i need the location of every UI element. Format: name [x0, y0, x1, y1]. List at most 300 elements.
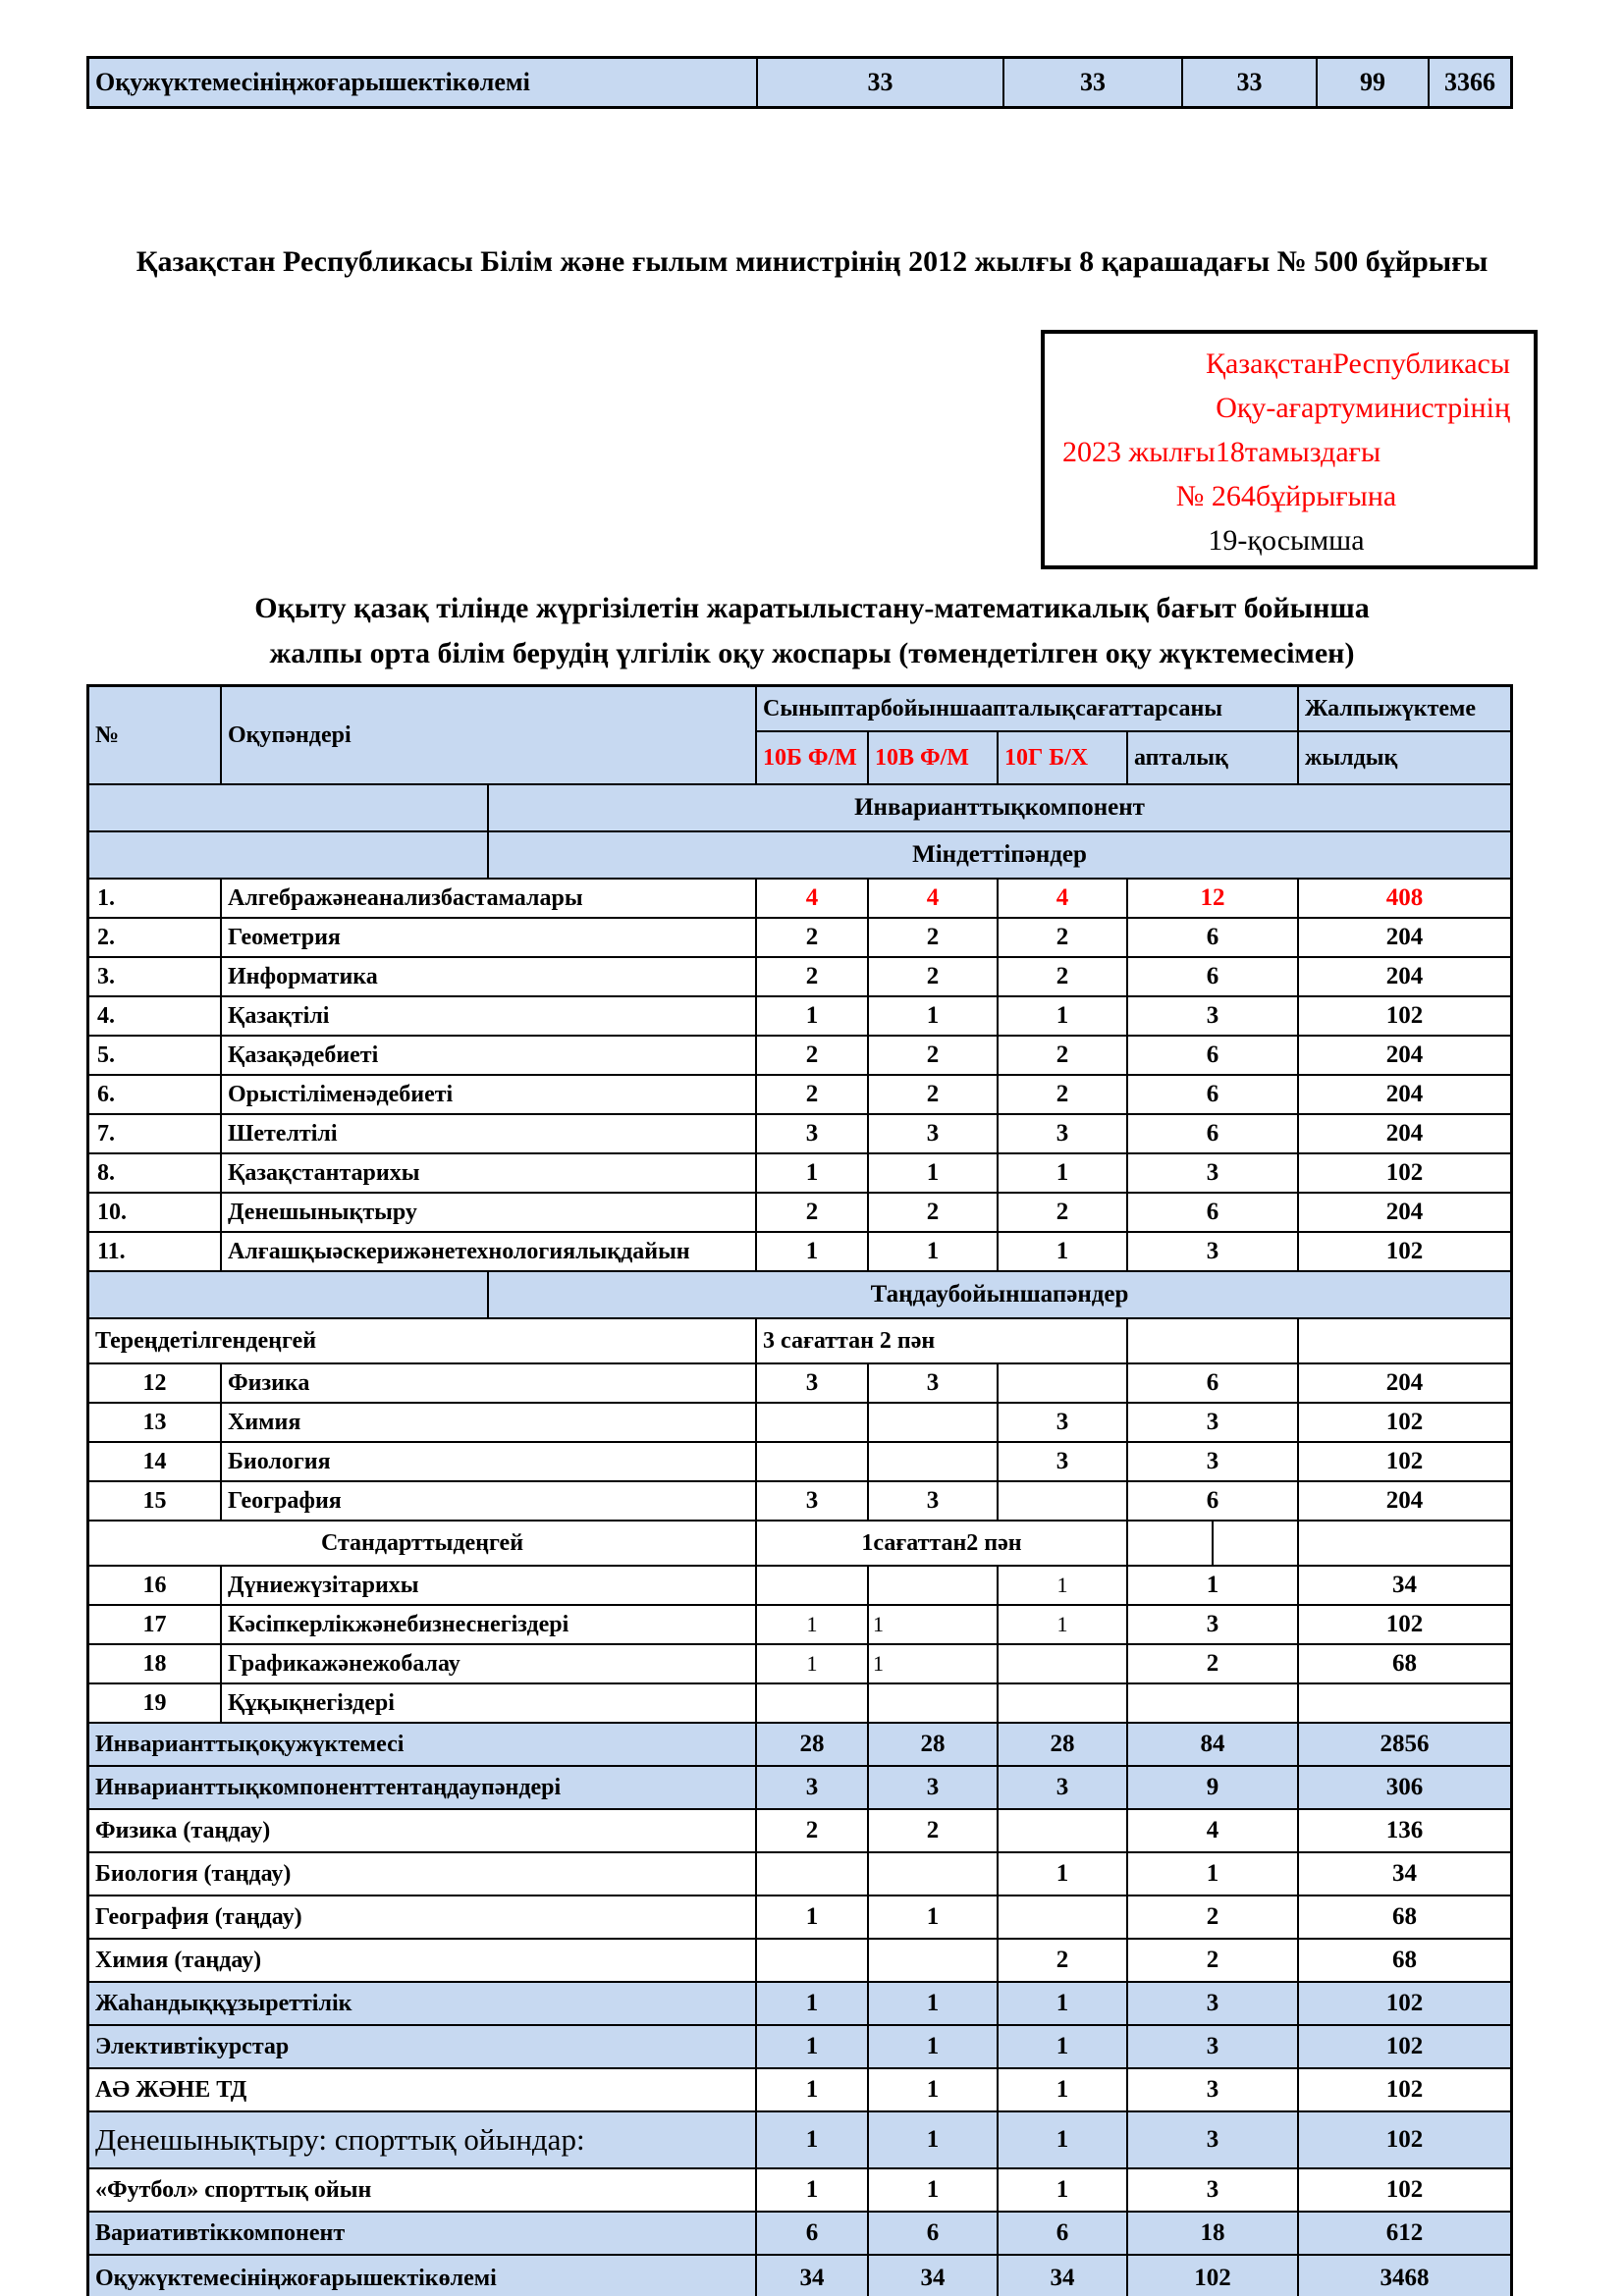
value-cell-text: 2: [805, 963, 819, 989]
value-cell-text: 2: [1056, 963, 1069, 989]
weekly-total-cell-text: 6: [1206, 1120, 1219, 1147]
value-cell-text: 4: [1056, 884, 1069, 911]
level-note-cell: [757, 1522, 1128, 1567]
summary-label-cell-text: Вариативтіккомпонент: [95, 2219, 346, 2246]
value-cell-text: 2: [805, 1199, 819, 1225]
row-number-cell: [89, 919, 222, 958]
yearly-total-cell: [1299, 1606, 1510, 1645]
value-cell: [869, 1233, 999, 1272]
row-number-cell: [89, 1364, 222, 1404]
subject-cell-text: Химия: [228, 1409, 301, 1435]
curriculum-table: [86, 684, 1513, 2296]
subject-cell-text: Алгебражәнеанализбастамалары: [228, 884, 583, 911]
summary-label-cell: [89, 1853, 757, 1896]
subject-cell: [222, 997, 757, 1037]
yearly-total-cell: [1299, 1896, 1510, 1940]
value-cell: [869, 1194, 999, 1233]
subject-row: [89, 1404, 1510, 1443]
value-cell: [999, 1567, 1128, 1606]
value-cell-text: 4: [805, 884, 819, 911]
subject-row: [89, 1443, 1510, 1482]
value-cell-text: 3: [805, 1487, 819, 1514]
value-cell-text: 3: [805, 1369, 819, 1396]
value-cell: [869, 2112, 999, 2169]
weekly-total-cell-text: 3: [1206, 1409, 1219, 1435]
subject-cell: [222, 919, 757, 958]
subject-cell: [222, 1194, 757, 1233]
subject-cell: [222, 1606, 757, 1645]
value-cell-text: 1: [1056, 1990, 1069, 2016]
summary-label-cell: [89, 1810, 757, 1853]
weekly-total-cell-text: 1: [1206, 1572, 1219, 1598]
value-cell-text: 1: [805, 1002, 819, 1029]
yearly-total-cell: [1299, 1319, 1510, 1364]
yearly-total-cell-text: 102: [1385, 1159, 1424, 1186]
yearly-total-cell-text: 34: [1392, 1860, 1417, 1887]
weekly-total-cell: [1128, 1684, 1299, 1724]
value-cell: [869, 1154, 999, 1194]
value-cell: [999, 880, 1128, 919]
yearly-total-cell-text: 3468: [1380, 2265, 1430, 2291]
value-cell-text: 1: [805, 2033, 819, 2059]
yearly-total-cell: [1299, 2169, 1510, 2213]
approval-box-line: 19-қосымша: [1208, 524, 1365, 557]
subject-cell: [222, 880, 757, 919]
weekly-total-cell: [1128, 1404, 1299, 1443]
summary-row: [89, 1896, 1510, 1940]
weekly-total-cell-text: 2: [1206, 1650, 1219, 1677]
value-cell-text: 1: [806, 1651, 818, 1676]
value-cell-text: 3: [926, 1774, 940, 1800]
weekly-total-cell: [1128, 1896, 1299, 1940]
approval-box-line: ҚазақстанРеспубликасы: [1205, 347, 1510, 380]
value-cell: [757, 2213, 869, 2256]
row-number-cell-text: 10.: [97, 1199, 127, 1225]
value-cell-text: 1: [873, 1651, 884, 1676]
subject-row: [89, 880, 1510, 919]
yearly-total-cell-text: 204: [1385, 1081, 1424, 1107]
value-cell-text: 1: [805, 2076, 819, 2103]
value-cell: [999, 2069, 1128, 2112]
summary-label-cell: [89, 2112, 757, 2169]
subject-row: [89, 1364, 1510, 1404]
subject-cell-text: Құқықнегіздері: [228, 1689, 395, 1716]
value-cell: [999, 1940, 1128, 1983]
value-cell-text: 3: [926, 1369, 940, 1396]
row-number-cell: [89, 1645, 222, 1684]
subject-cell-text: Қазақтілі: [228, 1002, 330, 1029]
value-cell-text: 6: [1056, 2219, 1069, 2246]
value-cell-text: 3: [805, 1120, 819, 1147]
value-cell: [999, 1853, 1128, 1896]
weekly-total-cell-text: 6: [1206, 1081, 1219, 1107]
top-table-value: 33: [1004, 59, 1183, 106]
summary-label-cell-text: Химия (таңдау): [95, 1947, 262, 1973]
level-header-row: [89, 1522, 1510, 1567]
value-cell-text: 1: [806, 1612, 818, 1636]
subject-cell: [222, 1233, 757, 1272]
yearly-total-cell-text: 68: [1392, 1903, 1417, 1930]
weekly-total-cell-text: 6: [1206, 1041, 1219, 1068]
value-cell: [999, 2169, 1128, 2213]
yearly-total-cell-text: 204: [1385, 1199, 1424, 1225]
value-cell: [757, 1567, 869, 1606]
value-cell-text: 2: [926, 1817, 940, 1843]
value-cell: [869, 2213, 999, 2256]
summary-row: [89, 1983, 1510, 2026]
value-cell: [757, 1684, 869, 1724]
value-cell: [757, 1154, 869, 1194]
value-cell-text: 1: [1056, 1159, 1069, 1186]
yearly-total-cell-text: 204: [1385, 1120, 1424, 1147]
row-number-cell-text: 12: [142, 1369, 167, 1396]
subject-row: [89, 1684, 1510, 1724]
section-label-text: Міндеттіпәндер: [912, 841, 1087, 868]
value-cell-text: 1: [873, 1612, 884, 1636]
yearly-total-cell: [1299, 958, 1510, 997]
row-number-cell-text: 5.: [97, 1041, 115, 1068]
value-cell: [869, 1115, 999, 1154]
header-hours-group: [757, 687, 1299, 785]
value-cell: [999, 997, 1128, 1037]
summary-label-cell-text: «Футбол» спорттық ойын: [95, 2176, 372, 2203]
row-number-cell-text: 6.: [97, 1081, 115, 1107]
subject-cell: [222, 1364, 757, 1404]
value-cell: [999, 1896, 1128, 1940]
value-cell-text: 3: [1056, 1409, 1069, 1435]
plan-title-line-2: жалпы орта білім берудің үлгілік оқу жоспары (төмендетілген оқу жүктемесімен): [269, 637, 1355, 669]
summary-label-cell: [89, 1983, 757, 2026]
yearly-total-cell: [1299, 1154, 1510, 1194]
weekly-total-cell: [1128, 1233, 1299, 1272]
top-table-value: 99: [1318, 59, 1430, 106]
value-cell: [869, 997, 999, 1037]
subject-cell: [222, 1684, 757, 1724]
yearly-total-cell-text: 102: [1385, 1238, 1424, 1264]
summary-label-cell-text: Биология (таңдау): [95, 1860, 292, 1887]
value-cell: [869, 1724, 999, 1767]
yearly-total-cell: [1299, 1724, 1510, 1767]
top-table-label: Оқужүктемесініңжоғарышектікөлемі: [89, 59, 758, 106]
value-cell: [757, 2256, 869, 2296]
weekly-total-cell: [1128, 2169, 1299, 2213]
value-cell-text: 28: [799, 1731, 825, 1757]
yearly-total-cell-text: 136: [1385, 1817, 1424, 1843]
table-body: [89, 785, 1510, 2296]
value-cell-text: 2: [1056, 1947, 1069, 1973]
value-cell: [999, 1115, 1128, 1154]
weekly-split-cell: [1128, 1522, 1214, 1567]
summary-row: [89, 2213, 1510, 2256]
approval-box-line: № 264бұйрығына: [1175, 480, 1397, 512]
yearly-total-cell: [1299, 2213, 1510, 2256]
summary-label-cell: [89, 1940, 757, 1983]
summary-row: [89, 1767, 1510, 1810]
row-number-cell-text: 16: [142, 1572, 167, 1598]
level-label-cell-text: Стандарттыдеңгей: [320, 1529, 524, 1556]
value-cell: [757, 1724, 869, 1767]
row-number-cell: [89, 1154, 222, 1194]
summary-row: [89, 2112, 1510, 2169]
yearly-total-cell-text: 102: [1385, 2076, 1424, 2103]
weekly-total-cell-text: 9: [1206, 1774, 1219, 1800]
subject-row: [89, 1645, 1510, 1684]
row-number-cell: [89, 1567, 222, 1606]
header-weekly-label: апталық: [1134, 744, 1228, 771]
value-cell: [869, 880, 999, 919]
weekly-total-cell: [1128, 1364, 1299, 1404]
value-cell: [757, 997, 869, 1037]
weekly-total-cell-text: 18: [1200, 2219, 1225, 2246]
value-cell: [869, 1983, 999, 2026]
summary-label-cell: [89, 1767, 757, 1810]
subject-cell: [222, 1076, 757, 1115]
weekly-total-cell: [1128, 2026, 1299, 2069]
yearly-total-cell-text: 102: [1385, 1990, 1424, 2016]
section-label: [489, 785, 1510, 832]
value-cell-text: 3: [805, 1774, 819, 1800]
value-cell: [999, 1037, 1128, 1076]
summary-label-cell-text: География (таңдау): [95, 1903, 302, 1930]
weekly-total-cell: [1128, 1853, 1299, 1896]
yearly-total-cell-text: 34: [1392, 1572, 1417, 1598]
yearly-total-cell: [1299, 1115, 1510, 1154]
subject-cell: [222, 1154, 757, 1194]
weekly-total-cell: [1128, 2069, 1299, 2112]
header-no-cell: [89, 687, 222, 785]
value-cell: [757, 1645, 869, 1684]
yearly-total-cell: [1299, 1482, 1510, 1522]
yearly-total-cell-text: 408: [1385, 884, 1424, 911]
value-cell: [869, 1364, 999, 1404]
level-label-cell-text: Тереңдетілгендеңгей: [95, 1327, 317, 1354]
weekly-total-cell: [1128, 1645, 1299, 1684]
value-cell-text: 1: [926, 2076, 940, 2103]
weekly-total-cell-text: 102: [1194, 2265, 1231, 2291]
weekly-total-cell: [1128, 1940, 1299, 1983]
value-cell: [999, 1076, 1128, 1115]
subject-cell-text: Кәсіпкерлікжәнебизнеснегіздері: [228, 1611, 569, 1637]
value-cell: [869, 1076, 999, 1115]
header-no-label: №: [95, 721, 120, 748]
yearly-total-cell: [1299, 1853, 1510, 1896]
weekly-total-cell-text: 3: [1206, 1159, 1219, 1186]
section-label-text: Инварианттықкомпонент: [854, 794, 1145, 821]
section-label: [489, 1272, 1510, 1319]
row-number-cell-text: 13: [142, 1409, 167, 1435]
yearly-total-cell: [1299, 2256, 1510, 2296]
subject-row: [89, 1076, 1510, 1115]
table-header: [89, 687, 1510, 785]
value-cell: [869, 1645, 999, 1684]
subject-cell: [222, 1115, 757, 1154]
value-cell: [869, 1606, 999, 1645]
value-cell-text: 2: [805, 924, 819, 950]
value-cell-text: 1: [1056, 1002, 1069, 1029]
weekly-total-cell: [1128, 1606, 1299, 1645]
summary-row: [89, 2069, 1510, 2112]
weekly-total-cell: [1128, 1319, 1299, 1364]
level-note-cell-text: 3 сағаттан 2 пән: [763, 1327, 936, 1354]
subject-cell-text: Қазақстантарихы: [228, 1159, 420, 1186]
weekly-total-cell-text: 3: [1206, 2033, 1219, 2059]
value-cell: [869, 1767, 999, 1810]
weekly-total-cell-text: 6: [1206, 963, 1219, 989]
value-cell: [757, 919, 869, 958]
value-cell: [757, 1115, 869, 1154]
row-number-cell: [89, 1194, 222, 1233]
order-heading: Қазақстан Республикасы Білім және ғылым министрінің 2012 жылғы 8 қарашадағы № 500 бұйрығы: [135, 245, 1489, 278]
value-cell-text: 1: [1056, 2033, 1069, 2059]
subject-row: [89, 919, 1510, 958]
value-cell-text: 2: [805, 1081, 819, 1107]
summary-label-cell-text: АӘ ЖӘНЕ ТД: [95, 2076, 247, 2103]
value-cell-text: 1: [1056, 1573, 1068, 1597]
yearly-total-cell: [1299, 880, 1510, 919]
plan-title: [0, 586, 1624, 676]
summary-label-cell-text: Денешынықтыру: спорттық ойындар:: [95, 2122, 585, 2157]
row-number-cell-text: 8.: [97, 1159, 115, 1186]
yearly-total-cell-text: 102: [1385, 1409, 1424, 1435]
weekly-total-cell-text: 6: [1206, 1369, 1219, 1396]
header-class-col-10v-label: 10В Ф/М: [875, 744, 969, 771]
section-header-row: [89, 832, 1510, 880]
summary-label-cell-text: Жаһандыққұзыреттілік: [95, 1990, 352, 2016]
summary-label-cell-text: Инварианттықоқужүктемесі: [95, 1731, 405, 1757]
yearly-total-cell: [1299, 1684, 1510, 1724]
header-class-col-10g: [999, 732, 1128, 785]
value-cell-text: 1: [1056, 1860, 1069, 1887]
weekly-total-cell: [1128, 1724, 1299, 1767]
weekly-total-cell: [1128, 880, 1299, 919]
value-cell-text: 28: [920, 1731, 946, 1757]
header-total-cell: [1299, 687, 1510, 732]
subject-row: [89, 1037, 1510, 1076]
weekly-total-cell: [1128, 1482, 1299, 1522]
value-cell-text: 1: [805, 1990, 819, 2016]
weekly-total-cell-text: 3: [1206, 2176, 1219, 2203]
summary-row: [89, 1853, 1510, 1896]
weekly-total-cell-text: 6: [1206, 1199, 1219, 1225]
top-table-value: 3366: [1444, 68, 1495, 96]
value-cell-text: 2: [1056, 1081, 1069, 1107]
subject-row: [89, 1154, 1510, 1194]
value-cell: [757, 1037, 869, 1076]
value-cell: [757, 1606, 869, 1645]
subject-cell-text: Геометрия: [228, 924, 341, 950]
weekly-total-cell-text: 2: [1206, 1903, 1219, 1930]
weekly-total-cell-text: 12: [1200, 884, 1225, 911]
yearly-total-cell-text: 102: [1385, 2126, 1424, 2153]
value-cell: [757, 2026, 869, 2069]
value-cell-text: 34: [1050, 2265, 1075, 2291]
summary-label-cell: [89, 2069, 757, 2112]
yearly-total-cell: [1299, 1233, 1510, 1272]
value-cell: [999, 1443, 1128, 1482]
value-cell-text: 1: [1056, 2176, 1069, 2203]
value-cell: [757, 1896, 869, 1940]
summary-label-cell: [89, 1724, 757, 1767]
weekly-total-cell: [1128, 1767, 1299, 1810]
yearly-total-cell-text: 102: [1385, 1611, 1424, 1637]
section-empty-cell: [89, 785, 489, 832]
yearly-total-cell-text: 204: [1385, 1041, 1424, 1068]
weekly-total-cell: [1128, 2213, 1299, 2256]
section-label: [489, 832, 1510, 880]
value-cell-text: 3: [1056, 1120, 1069, 1147]
value-cell: [757, 1364, 869, 1404]
value-cell-text: 3: [1056, 1774, 1069, 1800]
weekly-total-cell: [1128, 1115, 1299, 1154]
yearly-total-cell-text: 102: [1385, 1448, 1424, 1474]
weekly-total-cell: [1128, 1983, 1299, 2026]
value-cell-text: 3: [926, 1487, 940, 1514]
yearly-total-cell-text: 204: [1385, 1369, 1424, 1396]
value-cell: [869, 1443, 999, 1482]
subject-row: [89, 1115, 1510, 1154]
yearly-total-cell-text: 102: [1385, 2033, 1424, 2059]
row-number-cell-text: 7.: [97, 1120, 115, 1147]
value-cell-text: 1: [1056, 1612, 1068, 1636]
section-header-row: [89, 1272, 1510, 1319]
value-cell: [999, 1767, 1128, 1810]
weekly-total-cell: [1128, 1810, 1299, 1853]
value-cell: [869, 2069, 999, 2112]
subject-cell: [222, 1645, 757, 1684]
weekly-total-cell-text: 4: [1206, 1817, 1219, 1843]
row-number-cell-text: 18: [142, 1650, 167, 1677]
value-cell: [869, 1567, 999, 1606]
summary-label-cell: [89, 1896, 757, 1940]
value-cell: [757, 1810, 869, 1853]
yearly-total-cell: [1299, 1810, 1510, 1853]
approval-box-line: 2023 жылғы18тамыздағы: [1062, 436, 1381, 468]
subject-cell-text: Дүниежүзітарихы: [228, 1572, 419, 1598]
weekly-total-cell: [1128, 2112, 1299, 2169]
subject-cell: [222, 1567, 757, 1606]
approval-box-line: Оқу-ағартуминистрінің: [1216, 392, 1510, 424]
row-number-cell: [89, 1233, 222, 1272]
yearly-total-cell: [1299, 1567, 1510, 1606]
value-cell-text: 2: [1056, 924, 1069, 950]
value-cell: [757, 1940, 869, 1983]
header-yearly-label: жылдық: [1305, 744, 1398, 771]
value-cell-text: 1: [926, 2126, 940, 2153]
value-cell: [757, 1767, 869, 1810]
summary-row: [89, 1940, 1510, 1983]
value-cell: [757, 1233, 869, 1272]
subject-cell-text: География: [228, 1487, 342, 1514]
yearly-total-cell: [1299, 1443, 1510, 1482]
value-cell-text: 1: [926, 1238, 940, 1264]
section-label-text: Таңдаубойыншапәндер: [870, 1281, 1129, 1308]
weekly-split-cell: [1214, 1522, 1299, 1567]
summary-label-cell-text: Физика (таңдау): [95, 1817, 271, 1843]
value-cell-text: 2: [926, 1199, 940, 1225]
value-cell-text: 2: [805, 1817, 819, 1843]
value-cell: [999, 1482, 1128, 1522]
yearly-total-cell: [1299, 1983, 1510, 2026]
row-number-cell: [89, 880, 222, 919]
weekly-total-cell-text: 3: [1206, 1002, 1219, 1029]
value-cell: [869, 1810, 999, 1853]
value-cell: [757, 958, 869, 997]
row-number-cell-text: 1.: [97, 884, 115, 911]
yearly-total-cell: [1299, 1522, 1510, 1567]
yearly-total-cell-text: 68: [1392, 1947, 1417, 1973]
row-number-cell-text: 3.: [97, 963, 115, 989]
yearly-total-cell: [1299, 1767, 1510, 1810]
